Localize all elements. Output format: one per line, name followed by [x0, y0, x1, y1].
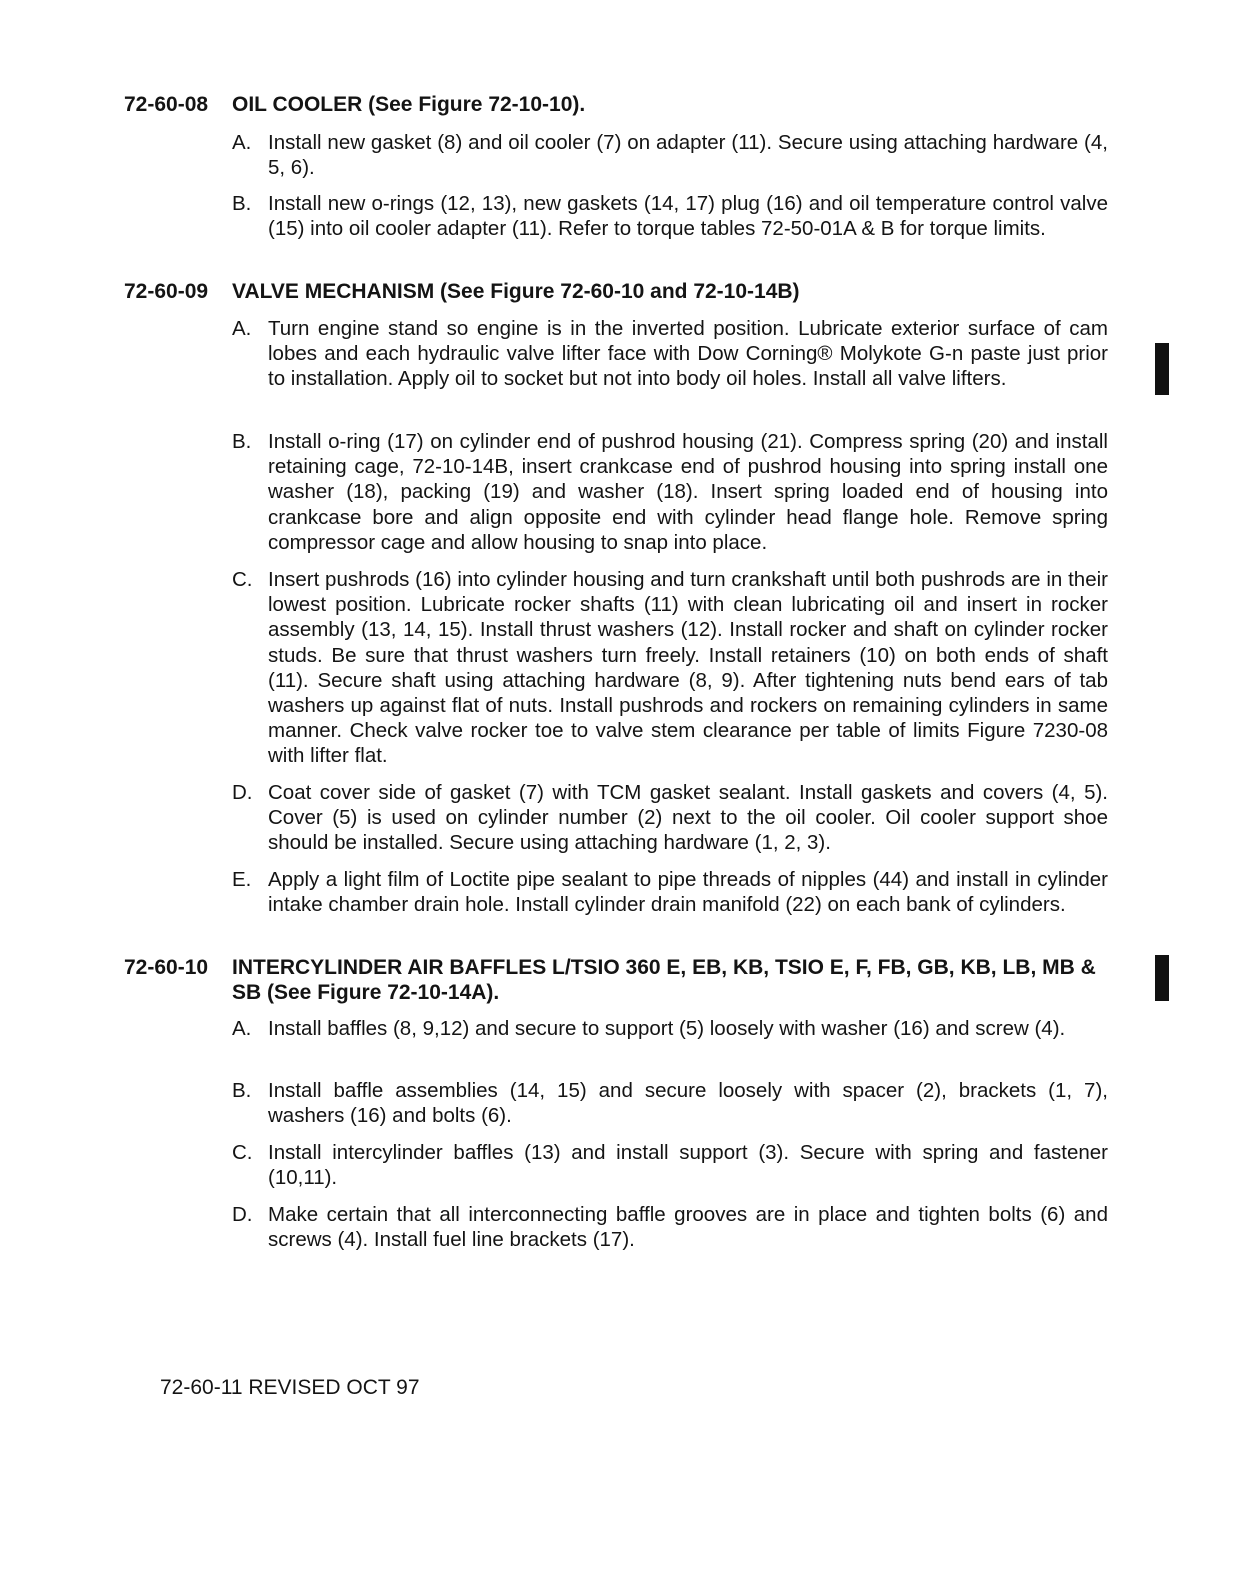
item-text: Make certain that all interconnecting baffle grooves are in place and tighten bolts (6) and screws (4). Install fuel line brackets (17). [268, 1203, 1108, 1252]
revision-change-bar [1155, 343, 1169, 395]
item-text: Turn engine stand so engine is in the inverted position. Lubricate exterior surface of cam lobes and each hydraulic valve lifter face with Dow Corning® Molykote G-n paste just prior to installation. Apply oil to socket but not into body oil holes. Install all valve lifters. [268, 317, 1108, 391]
item-letter: D. [232, 781, 253, 804]
section-title: OIL COOLER (See Figure 72-10-10). [232, 93, 586, 116]
item-text: Install new o-rings (12, 13), new gaskets (14, 17) plug (16) and oil temperature control valve (15) into oil cooler adapter (11). Refer to torque tables 72-50-01A & B for torque limits. [268, 192, 1108, 241]
item-letter: A. [232, 1017, 252, 1040]
item-text: Coat cover side of gasket (7) with TCM gasket sealant. Install gaskets and covers (4, 5). Cover (5) is used on cylinder number (2) next to the oil cooler. Oil cooler support shoe should be installed. Secure using attaching hardware (1, 2, 3). [268, 781, 1108, 855]
item-letter: B. [232, 1079, 252, 1102]
section-title: VALVE MECHANISM (See Figure 72-60-10 and 72-10-14B) [232, 280, 800, 303]
item-letter: D. [232, 1203, 253, 1226]
item-letter: A. [232, 131, 252, 154]
section-number: 72-60-08 [124, 93, 209, 116]
item-letter: E. [232, 868, 252, 891]
page-footer: 72-60-11 REVISED OCT 97 [160, 1376, 420, 1399]
item-letter: A. [232, 317, 252, 340]
item-text: Apply a light film of Loctite pipe sealant to pipe threads of nipples (44) and install in cylinder intake chamber drain hole. Install cylinder drain manifold (22) on each bank of cylinders. [268, 868, 1108, 917]
item-text: Install o-ring (17) on cylinder end of pushrod housing (21). Compress spring (20) and install retaining cage, 72-10-14B, insert crankcase end of pushrod housing into spring install one washer (18), packing (19) and washer (18). Insert spring loaded end of housing into crankcase bore and align opposite end with cylinder head flange hole. Remove spring compressor cage and allow housing to snap into place. [268, 430, 1108, 554]
item-letter: B. [232, 430, 252, 453]
section-number: 72-60-10 [124, 956, 209, 979]
item-letter: B. [232, 192, 252, 215]
section-number: 72-60-09 [124, 280, 209, 303]
item-letter: C. [232, 1141, 253, 1164]
item-text: Install new gasket (8) and oil cooler (7) on adapter (11). Secure using attaching hardware (4, 5, 6). [268, 131, 1108, 180]
item-text: Install intercylinder baffles (13) and install support (3). Secure with spring and fastener (10,11). [268, 1141, 1108, 1190]
section-title: INTERCYLINDER AIR BAFFLES L/TSIO 360 E, EB, KB, TSIO E, F, FB, GB, KB, LB, MB & SB (See Figure 72-10-14A). [232, 956, 1096, 1004]
item-letter: C. [232, 568, 253, 591]
item-text: Install baffles (8, 9,12) and secure to support (5) loosely with washer (16) and screw (4). [268, 1017, 1066, 1040]
revision-change-bar [1155, 955, 1169, 1001]
item-text: Install baffle assemblies (14, 15) and secure loosely with spacer (2), brackets (1, 7), washers (16) and bolts (6). [268, 1079, 1108, 1128]
item-text: Insert pushrods (16) into cylinder housing and turn crankshaft until both pushrods are in their lowest position. Lubricate rocker shafts (11) with clean lubricating oil and insert in rocker assembly (13, 14, 15). Install thrust washers (12). Install rocker and shaft on cylinder rocker studs. Be sure that thrust washers turn freely. Install retainers (10) on both ends of shaft (11). Secure shaft using attaching hardware (8, 9). After tightening nuts bend ears of tab washers up against flat of nuts. Install pushrods and rockers on remaining cylinders in same manner. Check valve rocker toe to valve stem clearance per table of limits Figure 7230-08 with lifter flat. [268, 568, 1108, 768]
